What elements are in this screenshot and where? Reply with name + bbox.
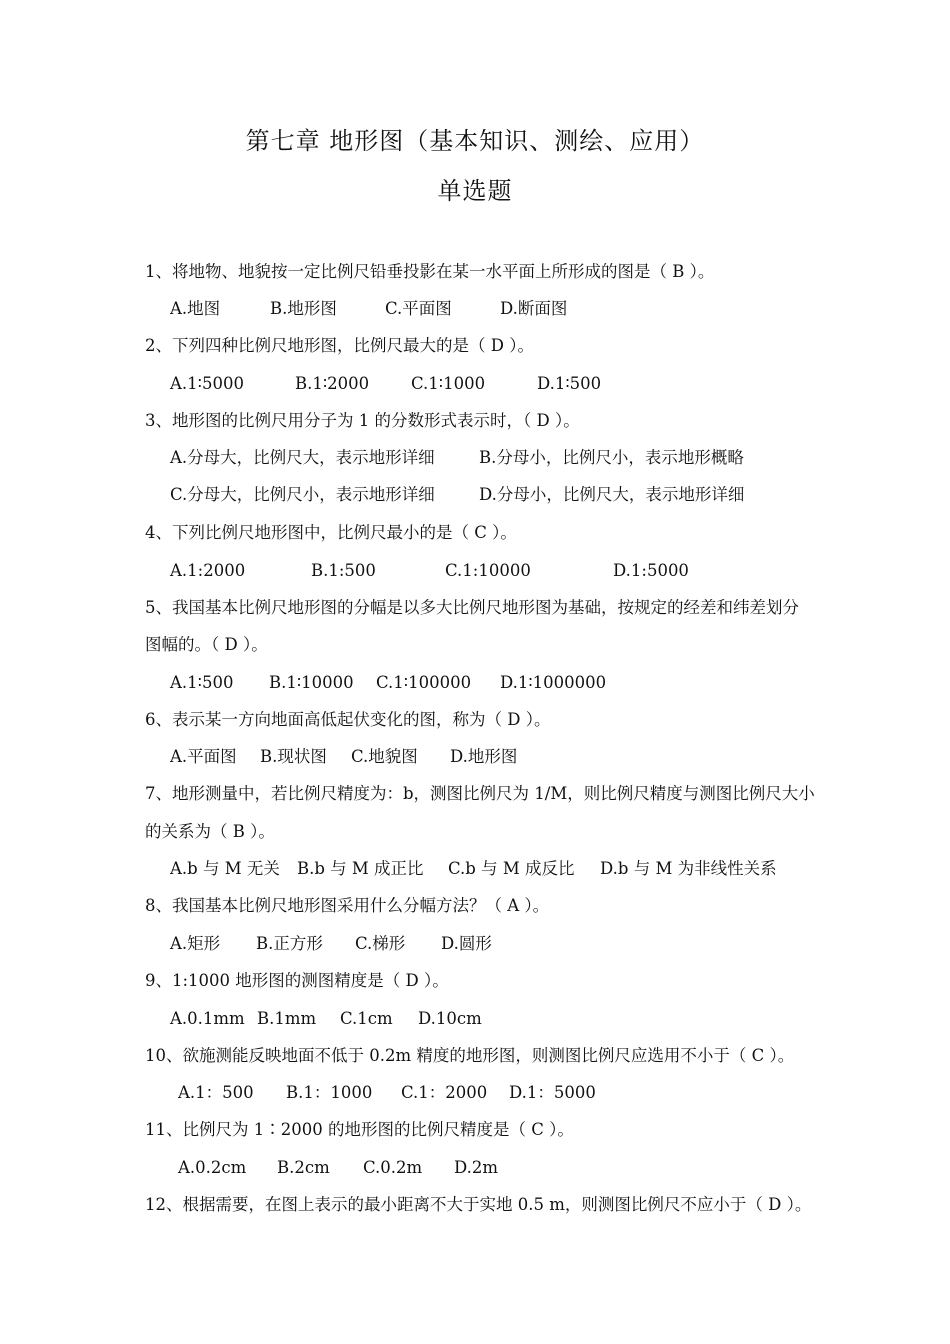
option-b: B.正方形 (256, 934, 323, 953)
option-b: B.1：1000 (286, 1083, 373, 1102)
question-5-line-2: 图幅的。（ D ）。 (145, 635, 268, 654)
option-d: D.1∶1000000 (500, 673, 607, 692)
option-d: D.b 与 M 为非线性关系 (600, 859, 777, 878)
option-b: B.1∶10000 (269, 673, 354, 692)
question-4: 4、下列比例尺地形图中，比例尺最小的是（ C ）。 (145, 523, 517, 542)
option-d: D.1∶500 (537, 374, 602, 393)
option-c: C.1:10000 (445, 561, 531, 580)
question-8: 8、我国基本比例尺地形图采用什么分幅方法？（ A ）。 (145, 896, 550, 915)
question-5-line-1: 5、我国基本比例尺地形图的分幅是以多大比例尺地形图为基础，按规定的经差和纬差划分 (145, 598, 799, 617)
question-2: 2、下列四种比例尺地形图，比例尺最大的是（ D ）。 (145, 336, 534, 355)
option-c: C.1cm (340, 1009, 393, 1028)
option-a: A.1:2000 (170, 561, 246, 580)
option-b: B.2cm (277, 1158, 330, 1177)
question-1: 1、将地物、地貌按一定比例尺铅垂投影在某一水平面上所形成的图是（ B ）。 (145, 262, 715, 281)
option-b: B.1∶2000 (295, 374, 370, 393)
question-10: 10、欲施测能反映地面不低于 0.2m 精度的地形图，则测图比例尺应选用不小于（ C ）。 (145, 1046, 795, 1065)
option-d: D.圆形 (441, 934, 492, 953)
option-d: D.10cm (418, 1009, 482, 1028)
option-a: A.地图 (170, 299, 221, 318)
question-6: 6、表示某一方向地面高低起伏变化的图，称为（ D ）。 (145, 710, 551, 729)
option-c: C.1：2000 (401, 1083, 488, 1102)
option-c: C.1∶100000 (376, 673, 472, 692)
option-c: C.b 与 M 成反比 (448, 859, 575, 878)
question-9: 9、1:1000 地形图的测图精度是（ D ）。 (145, 971, 449, 990)
option-d: D.1：5000 (509, 1083, 596, 1102)
option-b: B.地形图 (270, 299, 337, 318)
option-a: A.0.1mm (170, 1009, 245, 1028)
option-a: A.1∶5000 (170, 374, 244, 393)
option-d: D.1:5000 (613, 561, 689, 580)
section-title: 单选题 (437, 177, 513, 205)
option-b: B.现状图 (260, 747, 327, 766)
option-b: B.b 与 M 成正比 (297, 859, 424, 878)
option-a: A.分母大，比例尺大，表示地形详细 (170, 448, 435, 467)
option-c: C.地貌图 (351, 747, 418, 766)
option-d: D.分母小，比例尺大，表示地形详细 (479, 485, 745, 504)
option-a: A.b 与 M 无关 (170, 859, 280, 878)
question-11: 11、比例尺为 1∶2000 的地形图的比例尺精度是（ C ）。 (145, 1120, 574, 1139)
option-c: C.梯形 (355, 934, 406, 953)
question-12: 12、根据需要，在图上表示的最小距离不大于实地 0.5 m，则测图比例尺不应小于（ D ）。 (145, 1195, 812, 1214)
question-3: 3、地形图的比例尺用分子为 1 的分数形式表示时，（ D ）。 (145, 411, 580, 430)
option-a: A.1：500 (178, 1083, 254, 1102)
question-7-line-1: 7、地形测量中，若比例尺精度为：b，测图比例尺为 1/M，则比例尺精度与测图比例尺大小 (145, 784, 815, 803)
option-a: A.平面图 (170, 747, 237, 766)
option-c: C.平面图 (385, 299, 452, 318)
option-c: C.1∶1000 (411, 374, 486, 393)
option-b: B.分母小，比例尺小，表示地形概略 (479, 448, 744, 467)
option-b: B.1:500 (311, 561, 376, 580)
option-a: A.1∶500 (170, 673, 234, 692)
option-d: D.断面图 (500, 299, 568, 318)
option-b: B.1mm (257, 1009, 317, 1028)
option-d: D.地形图 (450, 747, 518, 766)
option-c: C.0.2m (363, 1158, 423, 1177)
option-d: D.2m (454, 1158, 499, 1177)
option-a: A.0.2cm (178, 1158, 247, 1177)
option-a: A.矩形 (170, 934, 221, 953)
chapter-title: 第七章 地形图（基本知识、测绘、应用） (245, 127, 705, 155)
question-7-line-2: 的关系为（ B ）。 (145, 822, 275, 841)
option-c: C.分母大，比例尺小，表示地形详细 (170, 485, 435, 504)
